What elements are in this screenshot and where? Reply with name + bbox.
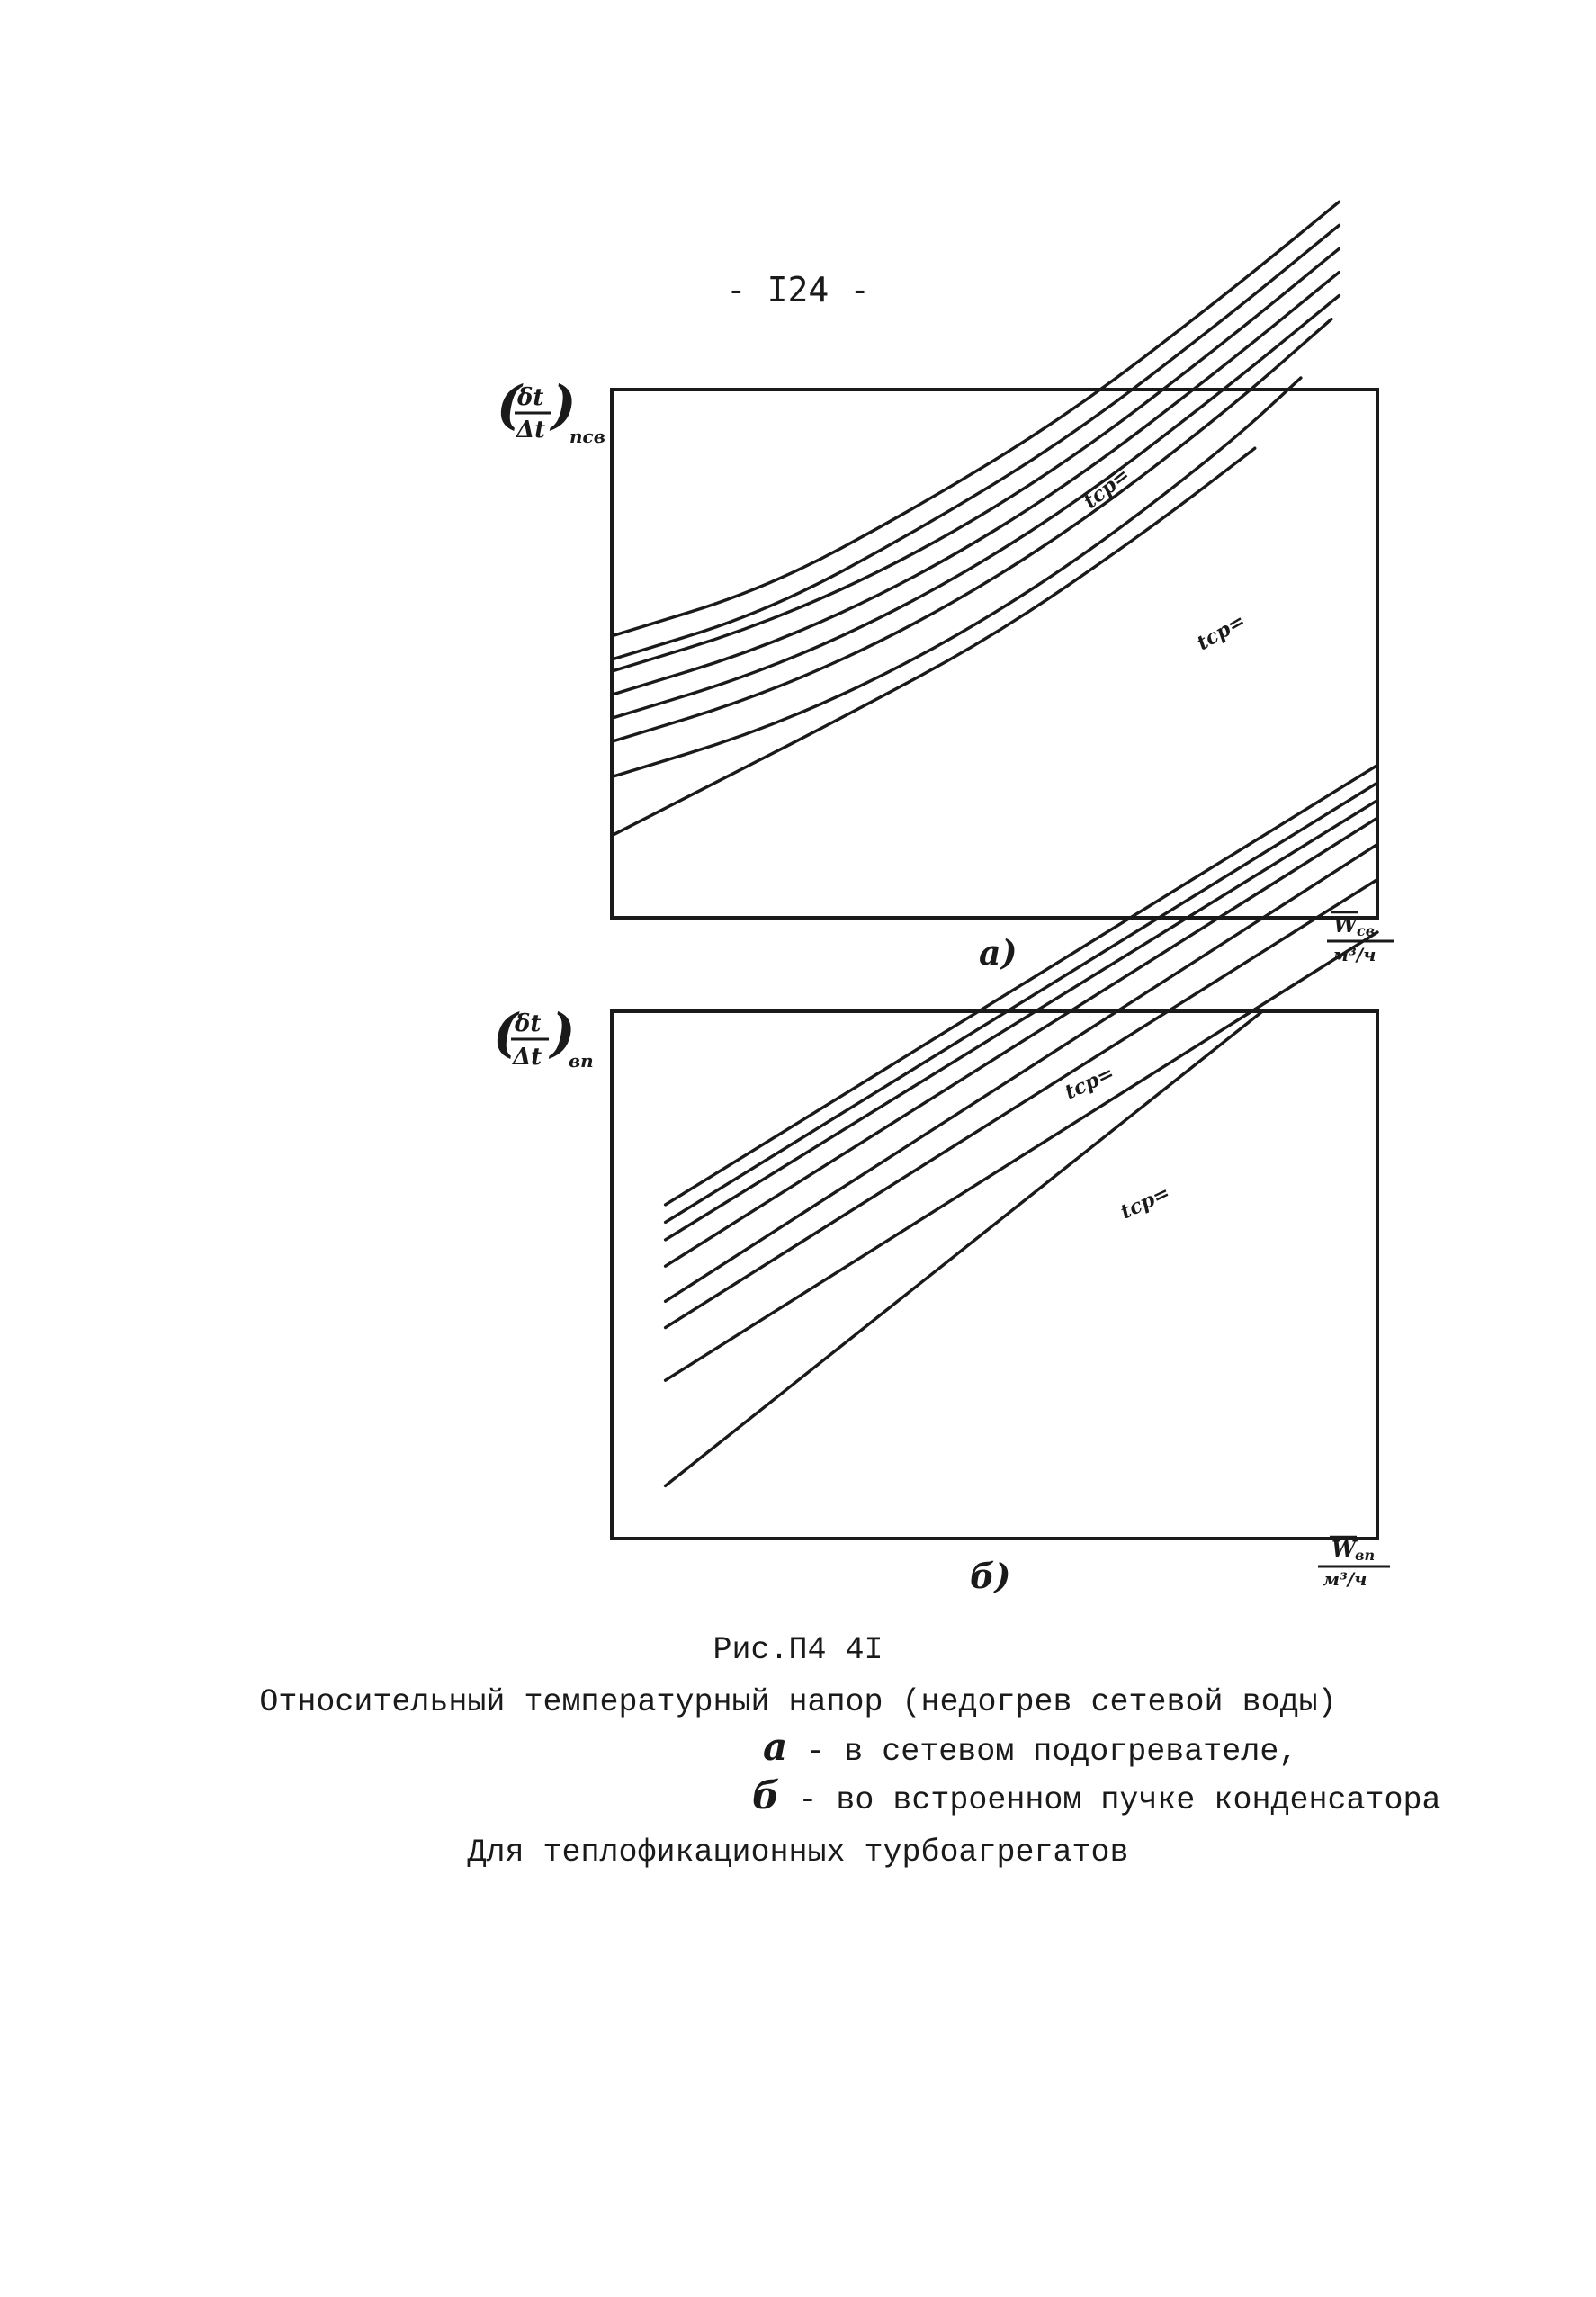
- chart-b-ylabel-num: δt: [515, 1010, 542, 1037]
- chart-a-ylabel-open: (: [497, 374, 522, 435]
- chart-b-curve-4: [666, 844, 1377, 1301]
- chart-b-curve-1: [666, 1011, 1263, 1485]
- chart-b-curve-6: [666, 801, 1377, 1240]
- chart-b-curve-8: [666, 766, 1377, 1205]
- chart-b-curve-3: [666, 880, 1377, 1328]
- chart-a-xlabel-den: м³/ч: [1331, 944, 1376, 965]
- chart-a-ylabel-den: Δt: [516, 417, 546, 444]
- chart-b-ylabel-open: (: [493, 1002, 518, 1063]
- chart-a-xlabel-num-sub: св: [1357, 922, 1376, 939]
- chart-b-annotation-top: tср=: [1061, 1061, 1118, 1105]
- figure-number: Рис.П4 4I: [713, 1632, 883, 1668]
- figure-title: Относительный температурный напор (недогрев сетевой воды): [259, 1684, 1337, 1720]
- chart-a-panel-label: а): [979, 932, 1018, 973]
- chart-b-xlabel: [1318, 1536, 1390, 1590]
- chart-b-xlabel-num-sub: вп: [1355, 1547, 1376, 1564]
- chart-b-ylabel-den: Δt: [513, 1044, 542, 1071]
- chart-a-ylabel-close: ): [551, 374, 577, 435]
- caption-item-b-mark: б: [752, 1773, 780, 1817]
- figure-footer: Для теплофикационных турбоагрегатов: [467, 1835, 1129, 1871]
- chart-b-xlabel-den: м³/ч: [1323, 1568, 1367, 1590]
- caption-item-a-text: - в сетевом подогревателе,: [806, 1734, 1298, 1770]
- chart-b-ylabel: [493, 1002, 594, 1072]
- chart-a-ylabel-sub: псв: [569, 426, 605, 447]
- chart-a-ylabel-num: δt: [517, 384, 544, 411]
- page-number: - I24 -: [725, 270, 871, 310]
- chart-a-annotation-bottom: tср=: [1193, 608, 1250, 656]
- chart-b-curve-5: [666, 818, 1377, 1266]
- chart-b-panel-label: б): [970, 1556, 1011, 1596]
- chart-b-ylabel-sub: вп: [569, 1050, 594, 1072]
- chart-b-curves: [666, 766, 1377, 1486]
- caption-item-b-text: - во встроенном пучке конденсатора: [798, 1782, 1441, 1818]
- chart-b-xlabel-num: W: [1331, 1536, 1356, 1562]
- caption-item-a-mark: а: [763, 1725, 788, 1769]
- caption-item-b: [752, 1773, 1440, 1818]
- caption-item-a: [763, 1725, 1297, 1770]
- chart-b-ylabel-close: ): [551, 1002, 576, 1063]
- chart-a-annotation-top: tср=: [1079, 462, 1134, 514]
- chart-b-annotation-bottom: tср=: [1116, 1180, 1174, 1225]
- chart-a-xlabel-num: W: [1333, 911, 1358, 938]
